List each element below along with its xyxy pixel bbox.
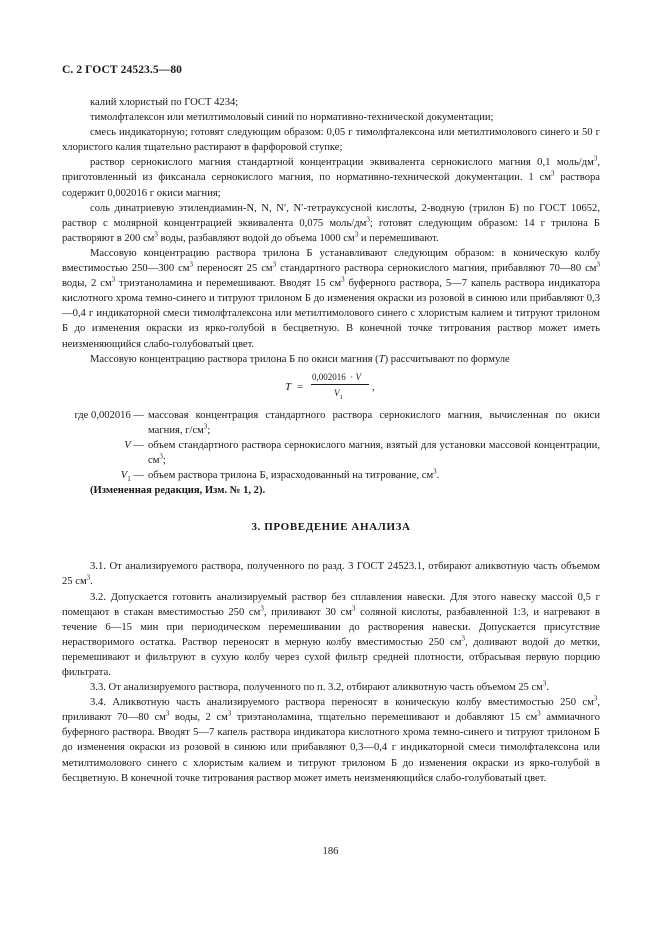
titration-procedure: Массовую концентрацию раствора трилона Б устанавливают следующим образом: в коническую колбу вместимостью 250—300 $см^3$ переносят 25 $см^3$ стандартного раствора сернокислого магния, прибавляют 70—80 $см^3$ воды, 2 $см^3$ триэтаноламина и перемешивают. Вводят 15 $см^3$ буферного раствора, 5—7 капель раствора индикатора кислотного хрома темно-синего и титруют трилоном Б до изменения окраски из розовой в синюю или прибавляют 0,3—0,4 г индикаторной смеси тимолфталексона или метилтимолового синего с хлористым калием и титруют трилоном Б до изменения окраски из ярко-голубой в бесцветную. В конечной точке титрования раствор может иметь неизменяющийся слабо-голубоватый цвет. [62, 247, 601, 350]
where-item: $V_1$ — объем раствора трилона Б, израсходованный на титрование, $см^3$. [120, 467, 440, 484]
formula-numerator: 0,002016 · V [312, 371, 361, 382]
formula-comma: , [372, 380, 375, 393]
formula-denominator: $V_1$ [334, 387, 343, 401]
reagent-kcl: калий хлористый по ГОСТ 4234; [90, 97, 239, 108]
formula-fraction-bar [311, 384, 369, 385]
concentration-formula [62, 369, 600, 405]
where-item: где 0,002016 — массовая концентрация стандартного раствора сернокислого магния, вычисленная по окиси магния, $г/см^3$; [74, 409, 600, 436]
clause-3-1: 3.1. От анализируемого раствора, полученного по разд. 3 ГОСТ 24523.1, отбирают аликвотную часть объемом 25 $см^3$. [62, 561, 600, 588]
reagent-indicator: тимолфталексон или метилтимоловый синий по нормативно-технической документации; [90, 112, 494, 124]
reagent-indicator-mix: смесь индикаторную; готовят следующим образом: 0,05 г тимолфталексона или метилтимолового синего и 50 г хлористого калия тщательно растирают в фарфоровой ступке; [62, 127, 600, 154]
edit-note: (Измененная редакция, Изм. № 1, 2). [90, 485, 266, 497]
reagent-mg-solution: раствор сернокислого магния стандартной концентрации эквивалента сернокислого магния 0,1 моль/$дм^3$, приготовленный из фиксанала сернокислого магния, по нормативно-технической документации. 1 $см^3$ раствора содержит 0,002016 г окиси магния; [62, 154, 600, 199]
page-number: 186 [322, 846, 339, 857]
where-item: V — объем стандартного раствора сернокислого магния, взятый для установки массовой концентрации, $см^3$; [124, 439, 600, 466]
section-title: 3. ПРОВЕДЕНИЕ АНАЛИЗА [251, 521, 411, 534]
reagent-trilon-solution: соль динатриевую этилендиамин-N, N, N′, N′-тетрауксусной кислоты, 2-водную (трилон Б) по ГОСТ 10652, раствор с молярной концентрацией эквивалента 0,075 моль/$дм^3$; готовят следующим образом: 14 г трилона Б растворяют в 200 $см^3$ воды, разбавляют водой до объема 1000 $см^3$ и перемешивают. [62, 202, 600, 244]
formula-lhs: T [285, 380, 292, 393]
clause-3-3: 3.3. От анализируемого раствора, полученного по п. 3.2, отбирают аликвотную часть объемом 25 $см^3$. [90, 679, 550, 694]
formula-equals: = [297, 380, 304, 393]
document-body [62, 95, 600, 786]
calculation-intro: Массовую концентрацию раствора трилона Б по окиси магния (T) рассчитывают по формуле [90, 353, 510, 365]
page-header: С. 2 ГОСТ 24523.5—80 [62, 64, 183, 76]
clause-3-2: 3.2. Допускается готовить анализируемый раствор без сплавления навески. Для этого навеску массой 0,5 г помещают в стакан вместимостью 250 $см^3$, приливают 30 $см^3$ соляной кислоты, разбавленной 1:3, и нагревают в течение 6—15 мин при периодическом перемешивании до растворения навески. Допускается присутствие нерастворимого остатка. Раствор переносят в мерную колбу вместимостью 250 $см^3$, доливают водой до метки, перемешивают и фильтруют в сухую колбу через сухой фильтр средней плотности, отбрасывая первую порцию фильтрата. [62, 591, 600, 678]
clause-3-4: 3.4. Аликвотную часть анализируемого раствора переносят в коническую колбу вместимостью 250 $см^3$, приливают 70—80 $см^3$ воды, 2 $см^3$ триэтаноламина, тщательно перемешивают и добавляют 15 $см^3$ аммиачного буферного раствора. Вводят 5—7 капель раствора индикатора кислотного хрома темно-синего и титруют трилоном Б до изменения окраски из розовой в синюю или прибавляют 0,3—0,4 г индикаторной смеси тимолфталексона или метилтимолового синего с хлористым калием и титруют трилоном Б до изменения окраски из ярко-голубой в бесцветную. В конечной точке титрования раствор может иметь неизменяющийся слабо-голубоватый цвет. [62, 694, 600, 784]
